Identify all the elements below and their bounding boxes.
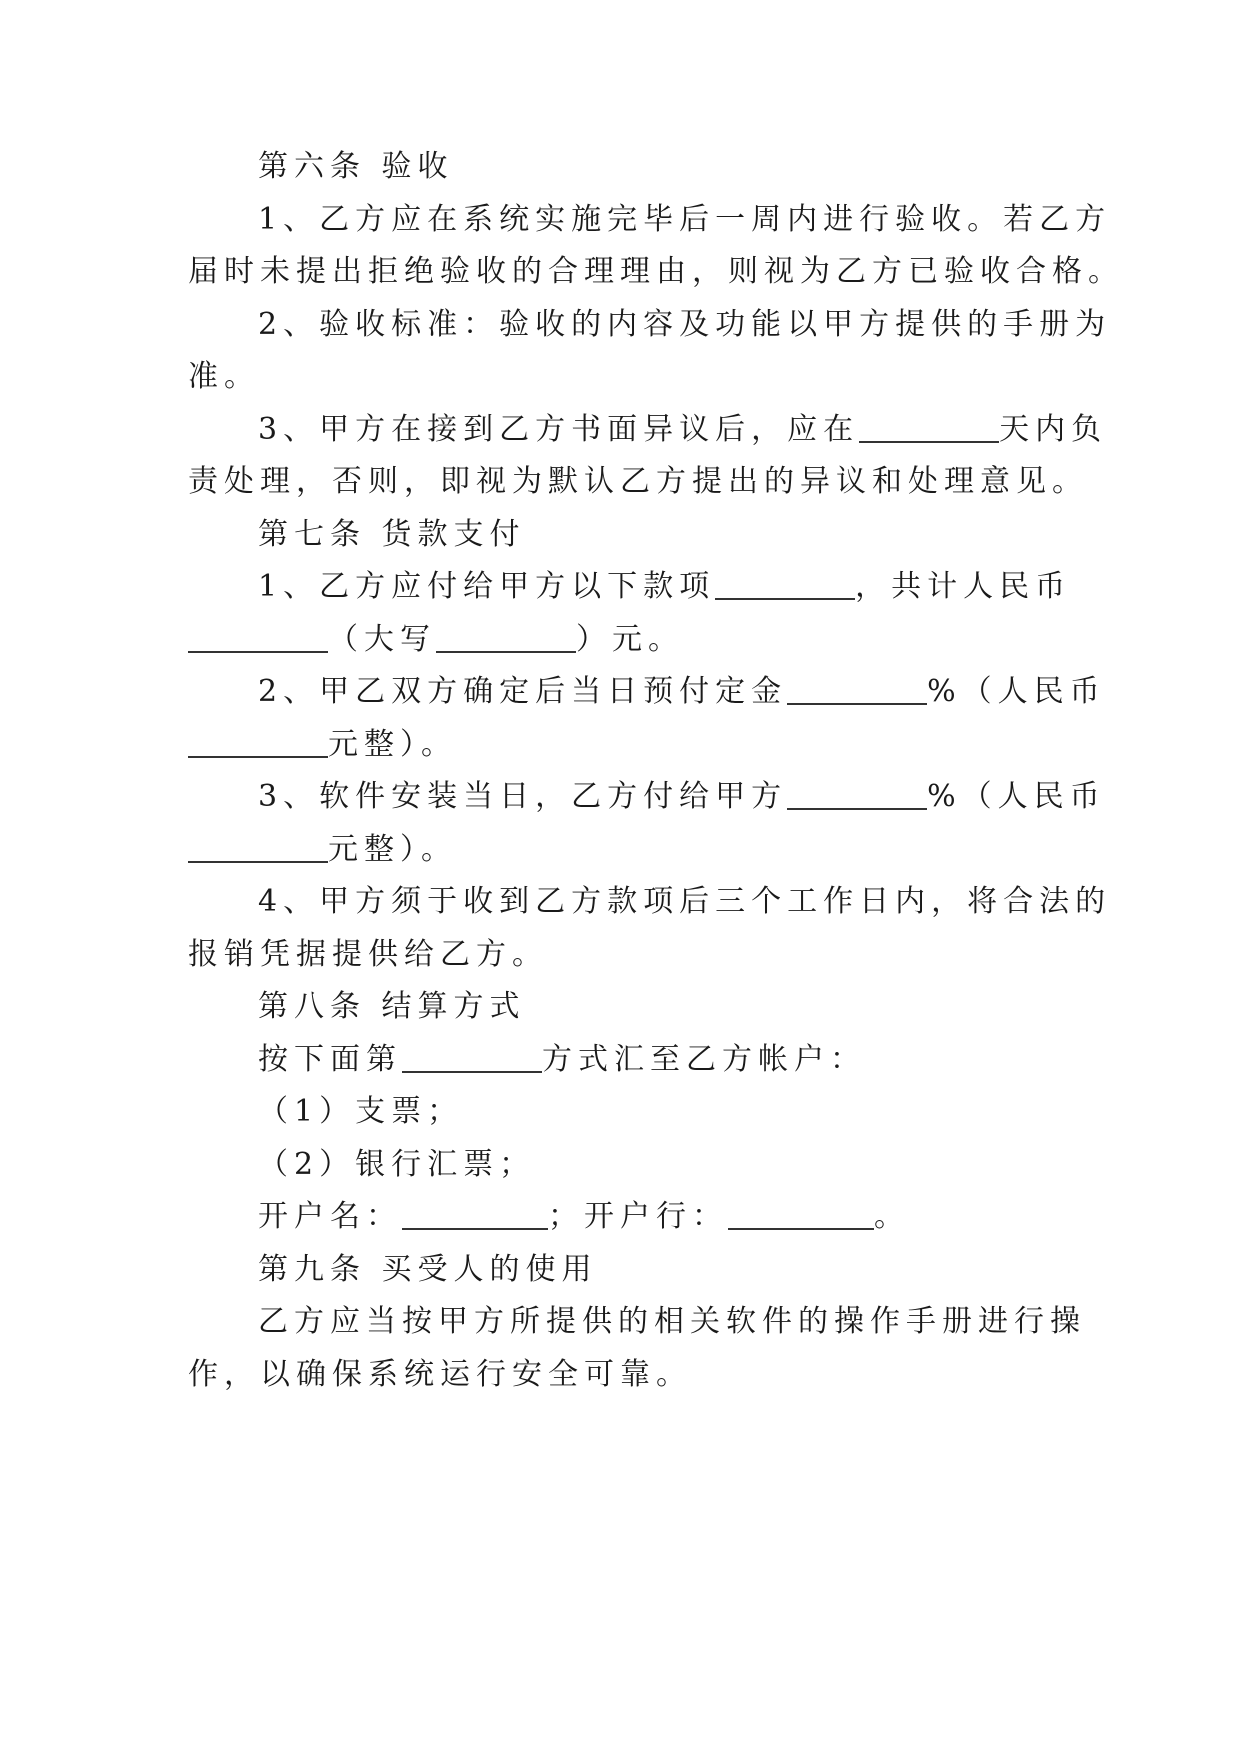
- clause-text: 方式汇至乙方帐户：: [542, 1042, 866, 1077]
- article-7-clause-4-line-2: 报销凭据提供给乙方。: [188, 937, 548, 972]
- article-7-clause-2-line-1: [258, 672, 1138, 712]
- article-6-clause-1-line-2: 届时未提出拒绝验收的合理理由，则视为乙方已验收合格。: [188, 254, 1124, 289]
- article-6-clause-1-line-1: 1、乙方应在系统实施完毕后一周内进行验收。若乙方: [258, 202, 1112, 237]
- clause-text: （大写: [328, 622, 436, 657]
- clause-text: %（人民币: [927, 674, 1106, 709]
- article-6-heading: 第六条 验收: [258, 149, 454, 184]
- account-info-line: [258, 1197, 1138, 1237]
- bank-label: ；开户行：: [548, 1199, 728, 1234]
- article-9-line-2: 作，以确保系统运行安全可靠。: [188, 1357, 692, 1392]
- clause-text: 3、软件安装当日，乙方付给甲方: [258, 779, 788, 814]
- clause-text: 。: [874, 1199, 910, 1234]
- article-8-method-line: [258, 1040, 1138, 1080]
- days-blank[interactable]: [859, 411, 999, 443]
- article-6-clause-2-line-2: 准。: [188, 359, 260, 394]
- clause-text: 天内负: [999, 412, 1108, 447]
- article-7-clause-4-line-1: 4、甲方须于收到乙方款项后三个工作日内，将合法的: [258, 884, 1112, 919]
- clause-text: 元整）。: [328, 727, 457, 762]
- article-6-clause-2-line-1: 2、验收标准：验收的内容及功能以甲方提供的手册为: [258, 307, 1112, 342]
- article-8-heading: 第八条 结算方式: [258, 989, 526, 1024]
- install-percent-blank[interactable]: [787, 778, 927, 810]
- article-7-heading: 第七条 货款支付: [258, 517, 526, 552]
- deposit-amount-blank[interactable]: [188, 726, 328, 758]
- method-number-blank[interactable]: [402, 1041, 542, 1073]
- article-6-clause-3-line-1: [258, 410, 1138, 450]
- clause-text: 按下面第: [258, 1042, 402, 1077]
- clause-text: %（人民币: [927, 779, 1106, 814]
- bank-name-blank[interactable]: [728, 1198, 874, 1230]
- clause-text: 元整）。: [328, 832, 457, 867]
- article-6-clause-3-line-2: 责处理，否则，即视为默认乙方提出的异议和处理意见。: [188, 464, 1088, 499]
- clause-text: ，共计人民币: [855, 569, 1072, 604]
- payment-option-bank-draft: （2）银行汇票；: [258, 1147, 536, 1182]
- account-name-blank[interactable]: [402, 1198, 548, 1230]
- account-name-label: 开户名：: [258, 1199, 402, 1234]
- article-7-clause-2-line-2: [188, 725, 1068, 765]
- payment-item-blank[interactable]: [715, 568, 855, 600]
- article-9-line-1: 乙方应当按甲方所提供的相关软件的操作手册进行操: [258, 1304, 1086, 1339]
- deposit-percent-blank[interactable]: [787, 673, 927, 705]
- article-7-clause-1-line-2: [188, 620, 1068, 660]
- clause-text: 3、甲方在接到乙方书面异议后，应在: [258, 412, 860, 447]
- article-9-heading: 第九条 买受人的使用: [258, 1252, 598, 1287]
- clause-text: 1、乙方应付给甲方以下款项: [258, 569, 716, 604]
- clause-text: ）元。: [576, 622, 684, 657]
- amount-blank[interactable]: [188, 621, 328, 653]
- article-7-clause-3-line-1: [258, 777, 1138, 817]
- amount-in-words-blank[interactable]: [436, 621, 576, 653]
- article-7-clause-3-line-2: [188, 830, 1068, 870]
- clause-text: 2、甲乙双方确定后当日预付定金: [258, 674, 788, 709]
- article-7-clause-1-line-1: [258, 567, 1138, 607]
- payment-option-check: （1）支票；: [258, 1094, 464, 1129]
- install-amount-blank[interactable]: [188, 831, 328, 863]
